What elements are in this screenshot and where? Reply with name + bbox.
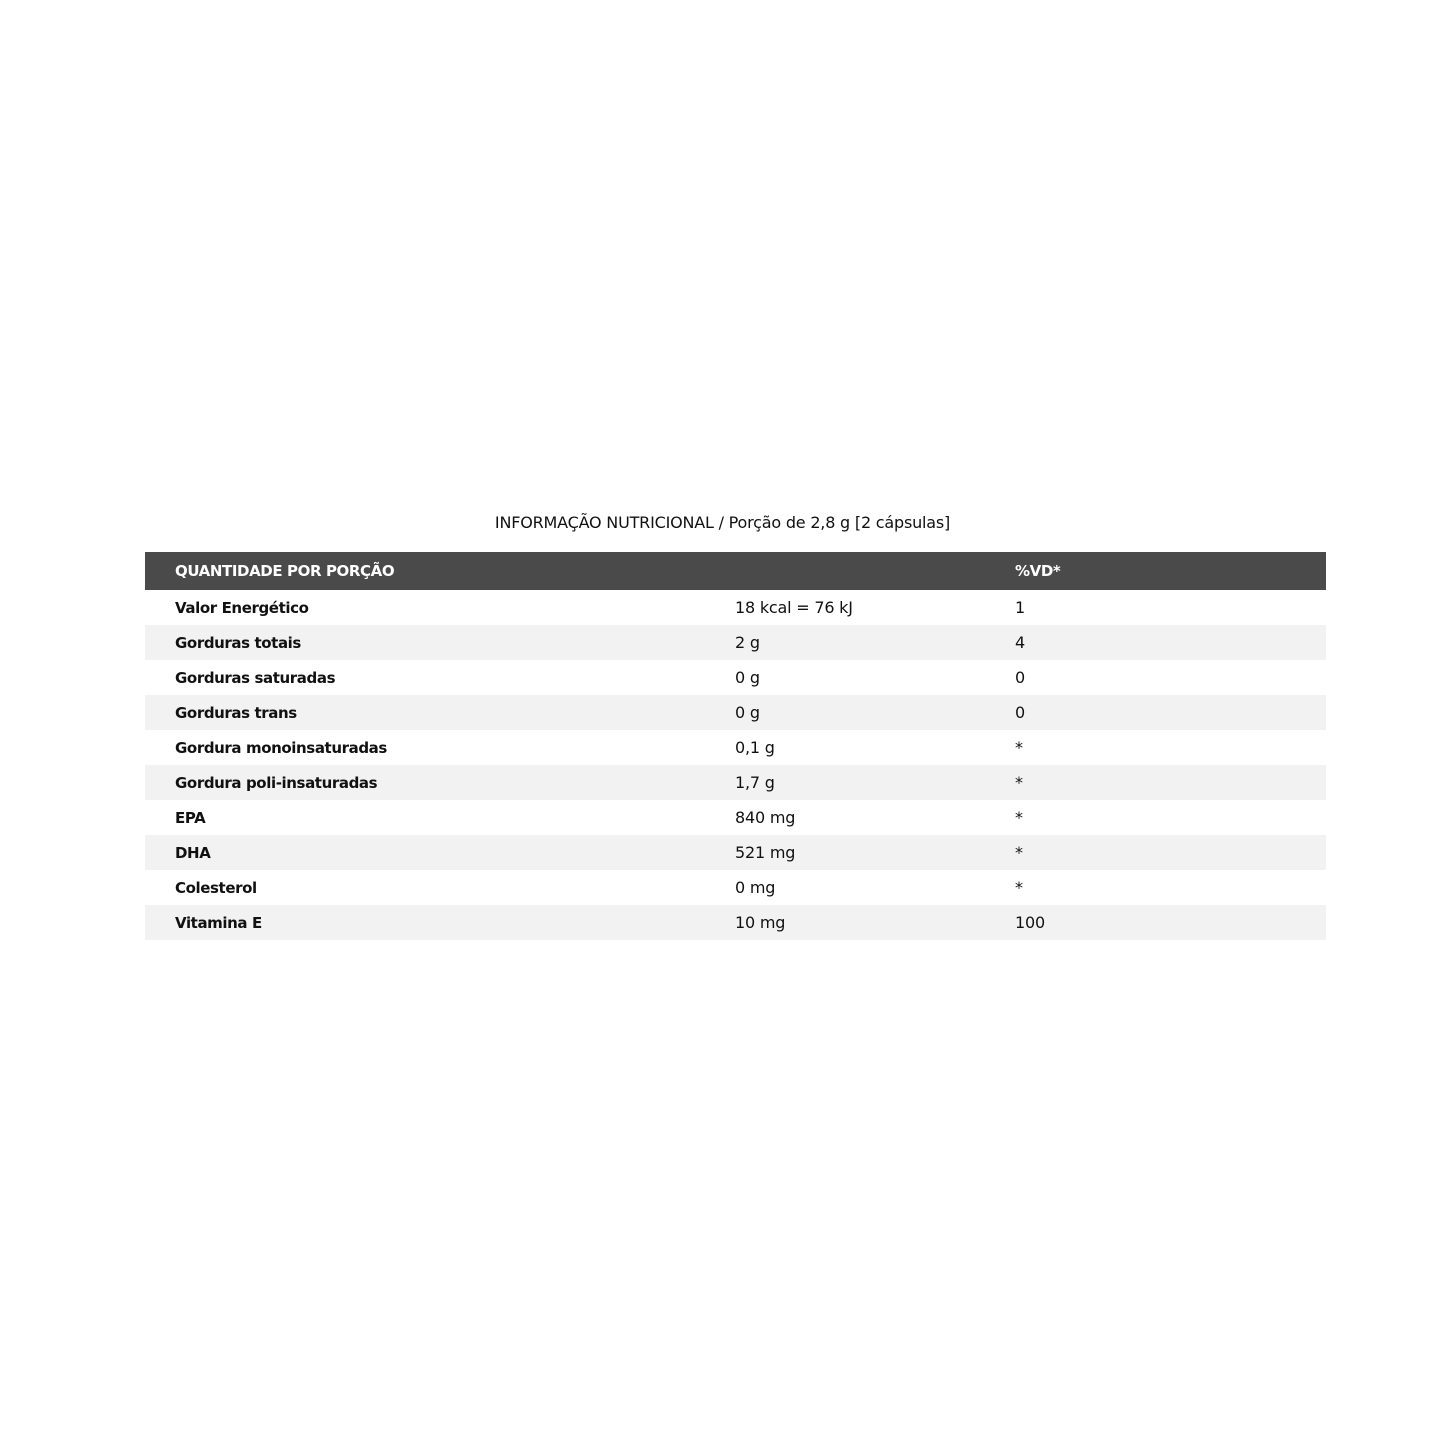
nutrient-amount: 0 g xyxy=(705,660,985,695)
nutrient-name: DHA xyxy=(145,835,705,870)
nutrient-daily-value: * xyxy=(985,765,1326,800)
header-amount xyxy=(705,552,985,590)
nutrient-daily-value: * xyxy=(985,870,1326,905)
table-row xyxy=(145,765,1326,800)
nutrient-daily-value: 100 xyxy=(985,905,1326,940)
table-row xyxy=(145,695,1326,730)
table-row xyxy=(145,835,1326,870)
nutrition-table-body xyxy=(145,590,1326,940)
nutrient-daily-value: 0 xyxy=(985,660,1326,695)
table-row xyxy=(145,870,1326,905)
header-daily-value: %VD* xyxy=(985,552,1326,590)
nutrition-table-header xyxy=(145,552,1326,590)
table-row xyxy=(145,625,1326,660)
nutrient-amount: 0 mg xyxy=(705,870,985,905)
header-row xyxy=(145,552,1326,590)
nutrient-name: Gordura poli-insaturadas xyxy=(145,765,705,800)
nutrient-daily-value: 0 xyxy=(985,695,1326,730)
nutrient-daily-value: * xyxy=(985,800,1326,835)
nutrient-amount: 1,7 g xyxy=(705,765,985,800)
nutrient-name: Gorduras totais xyxy=(145,625,705,660)
table-row xyxy=(145,730,1326,765)
nutrient-amount: 0 g xyxy=(705,695,985,730)
nutrient-amount: 0,1 g xyxy=(705,730,985,765)
nutrient-name: Gorduras trans xyxy=(145,695,705,730)
table-row xyxy=(145,590,1326,625)
nutrient-name: Vitamina E xyxy=(145,905,705,940)
nutrient-amount: 2 g xyxy=(705,625,985,660)
nutrient-name: Gordura monoinsaturadas xyxy=(145,730,705,765)
nutrient-amount: 10 mg xyxy=(705,905,985,940)
nutrient-daily-value: * xyxy=(985,730,1326,765)
header-quantity: QUANTIDADE POR PORÇÃO xyxy=(145,552,705,590)
nutrition-table xyxy=(145,552,1326,940)
nutrient-name: Colesterol xyxy=(145,870,705,905)
table-row xyxy=(145,905,1326,940)
table-row xyxy=(145,800,1326,835)
nutrient-daily-value: * xyxy=(985,835,1326,870)
nutrient-name: Valor Energético xyxy=(145,590,705,625)
nutrient-amount: 840 mg xyxy=(705,800,985,835)
nutrient-amount: 18 kcal = 76 kJ xyxy=(705,590,985,625)
table-row xyxy=(145,660,1326,695)
nutrition-caption: INFORMAÇÃO NUTRICIONAL / Porção de 2,8 g [2 cápsulas] xyxy=(494,513,951,532)
nutrient-name: Gorduras saturadas xyxy=(145,660,705,695)
nutrient-daily-value: 1 xyxy=(985,590,1326,625)
nutrient-daily-value: 4 xyxy=(985,625,1326,660)
nutrient-name: EPA xyxy=(145,800,705,835)
nutrient-amount: 521 mg xyxy=(705,835,985,870)
